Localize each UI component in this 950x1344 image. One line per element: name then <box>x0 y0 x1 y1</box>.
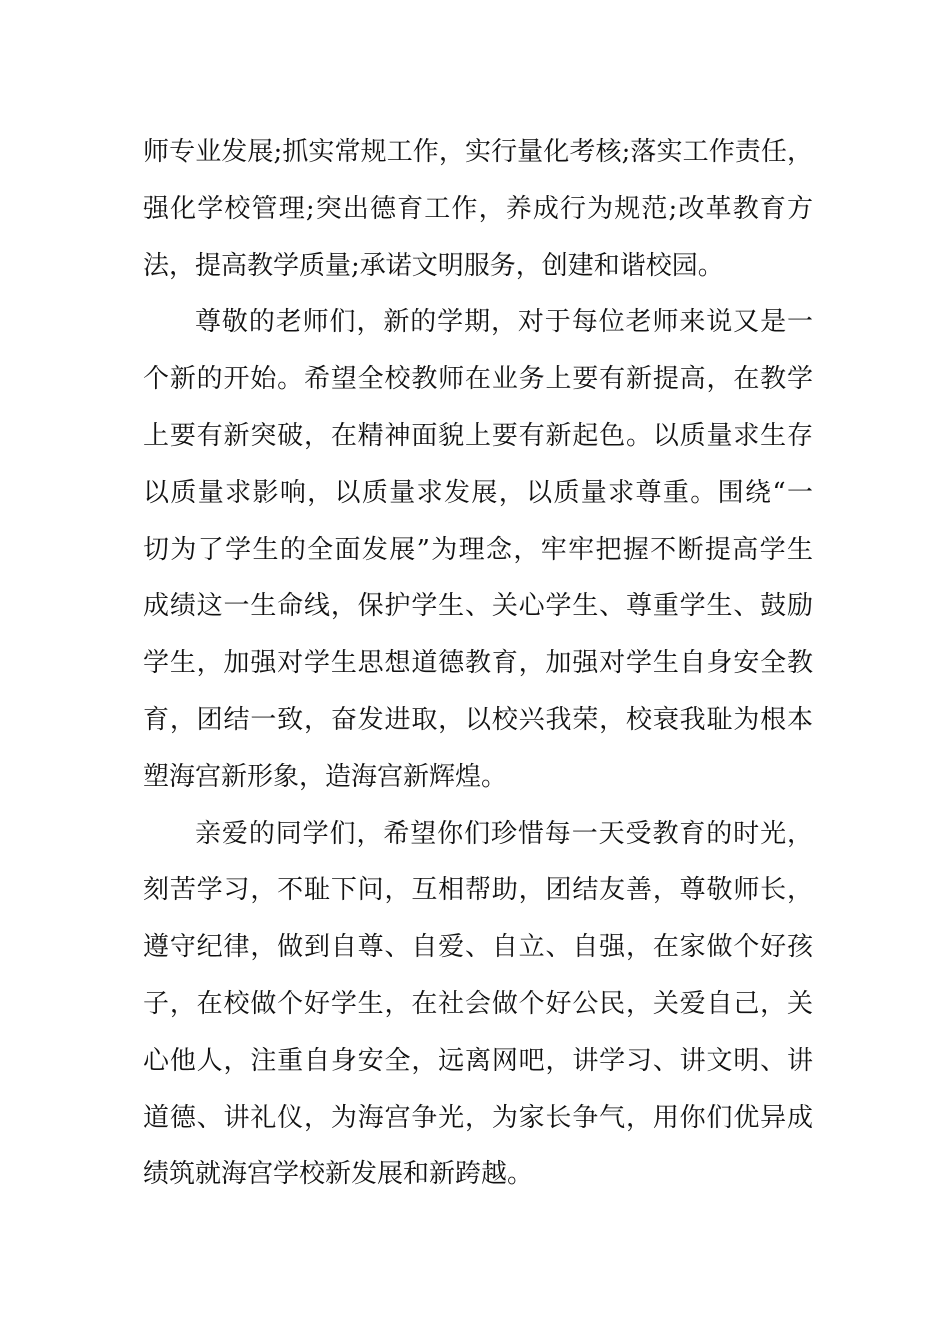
text-line-8: 切为了学生的全面发展”为理念，牢牢把握不断提高学生 <box>143 534 813 565</box>
text-line-16: 子，在校做个好学生，在社会做个好公民，关爱自己，关 <box>143 988 813 1019</box>
text-line-3: 法，提高教学质量;承诺文明服务，创建和谐校园。 <box>143 250 724 281</box>
text-line-12: 塑海宫新形象，造海宫新辉煌。 <box>143 761 508 792</box>
text-line-14: 刻苦学习，不耻下问，互相帮助，团结友善，尊敬师长， <box>143 875 813 906</box>
text-line-4: 尊敬的老师们，新的学期，对于每位老师来说又是一 <box>195 307 813 338</box>
text-line-6: 上要有新突破，在精神面貌上要有新起色。以质量求生存 <box>143 420 813 451</box>
text-line-1: 师专业发展;抓实常规工作，实行量化考核;落实工作责任， <box>143 137 813 167</box>
text-line-2: 强化学校管理;突出德育工作，养成行为规范;改革教育方 <box>143 193 813 224</box>
document-body <box>143 124 813 1203</box>
text-line-15: 遵守纪律，做到自尊、自爱、自立、自强，在家做个好孩 <box>143 932 813 963</box>
text-line-17: 心他人，注重自身安全，远离网吧，讲学习、讲文明、讲 <box>143 1045 813 1076</box>
text-line-18: 道德、讲礼仪，为海宫争光，为家长争气，用你们优异成 <box>143 1102 813 1133</box>
text-line-9: 成绩这一生命线，保护学生、关心学生、尊重学生、鼓励 <box>143 591 813 622</box>
text-line-7: 以质量求影响，以质量求发展，以质量求尊重。围绕“一 <box>143 477 813 508</box>
text-line-13: 亲爱的同学们，希望你们珍惜每一天受教育的时光， <box>195 818 813 849</box>
text-line-5: 个新的开始。希望全校教师在业务上要有新提高，在教学 <box>143 364 813 395</box>
text-line-19: 绩筑就海宫学校新发展和新跨越。 <box>143 1159 534 1190</box>
text-line-11: 育，团结一致，奋发进取，以校兴我荣，校衰我耻为根本 <box>143 704 813 735</box>
text-line-10: 学生，加强对学生思想道德教育，加强对学生自身安全教 <box>143 648 813 679</box>
